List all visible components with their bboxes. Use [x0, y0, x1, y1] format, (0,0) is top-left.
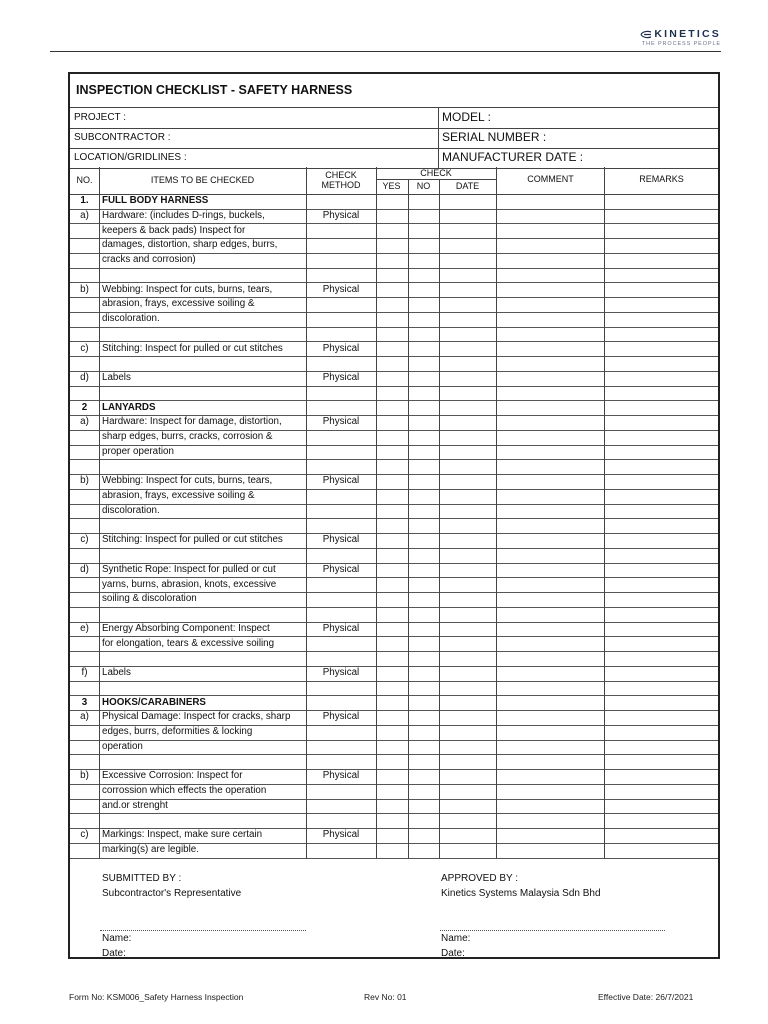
section-row [70, 194, 718, 210]
subcontractor-field[interactable]: SUBCONTRACTOR : [74, 132, 171, 143]
item-text: proper operation [102, 445, 174, 457]
col-comment: COMMENT [527, 174, 574, 184]
check-method: Physical [322, 283, 360, 295]
info-row-project [70, 108, 718, 129]
table-row [70, 828, 718, 844]
item-text: yarns, burns, abrasion, knots, excessive [102, 578, 277, 590]
submitted-name-field[interactable]: Name: [102, 933, 132, 944]
section-title: HOOKS/CARABINERS [102, 696, 206, 708]
check-method: Physical [322, 475, 360, 487]
table-header [70, 167, 718, 195]
item-text: sharp edges, burrs, cracks, corrosion & [102, 431, 273, 442]
col-no-check: NO [416, 181, 431, 191]
manufacturer-date-field[interactable]: MANUFACTURER DATE : [442, 150, 584, 164]
approved-by-label: APPROVED BY : [441, 873, 519, 884]
table-row [70, 297, 718, 313]
effective-date: Effective Date: 26/7/2021 [598, 992, 694, 1002]
check-method: Physical [322, 209, 360, 221]
table-row [70, 386, 718, 402]
item-text: Hardware: Inspect for damage, distortion, [102, 416, 282, 428]
row-number: d) [80, 372, 89, 383]
submitted-by-label: SUBMITTED BY : [102, 873, 182, 884]
company-logo [637, 28, 721, 47]
row-number: c) [80, 534, 89, 546]
item-text: corrossion which effects the operation [102, 785, 267, 796]
item-text: abrasion, frays, excessive soiling & [102, 298, 255, 310]
model-field[interactable]: MODEL : [442, 110, 491, 124]
table-row [70, 430, 718, 446]
row-number: e) [80, 622, 89, 634]
section-row [70, 696, 718, 712]
info-row-subcontractor [70, 128, 718, 149]
col-method: CHECK METHOD [321, 170, 361, 190]
table-row [70, 799, 718, 815]
item-text: edges, burrs, deformities & locking [102, 726, 253, 737]
item-text: marking(s) are legible. [102, 844, 199, 855]
location-field[interactable]: LOCATION/GRIDLINES : [74, 152, 187, 163]
table-row [70, 814, 718, 830]
item-text: operation [102, 740, 143, 752]
table-row [70, 755, 718, 771]
row-number: c) [80, 829, 89, 841]
item-text: abrasion, frays, excessive soiling & [102, 490, 255, 501]
item-text: keepers & back pads) Inspect for [102, 224, 246, 236]
project-field[interactable]: PROJECT : [74, 112, 127, 123]
table-row [70, 622, 718, 638]
row-number: 2 [81, 401, 88, 413]
check-method: Physical [322, 711, 360, 723]
table-row [70, 710, 718, 726]
check-method: Physical [322, 770, 360, 782]
table-row [70, 578, 718, 594]
item-text: and.or strenght [102, 799, 168, 811]
approved-name-field[interactable]: Name: [441, 933, 471, 944]
item-text: discoloration. [102, 504, 160, 516]
table-row [70, 681, 718, 697]
item-text: Hardware: (includes D-rings, buckels, [102, 209, 265, 221]
item-text: Excessive Corrosion: Inspect for [102, 770, 243, 782]
item-text: Physical Damage: Inspect for cracks, sharp [102, 711, 291, 723]
approved-by-org: Kinetics Systems Malaysia Sdn Bhd [441, 888, 601, 899]
section-title: FULL BODY HARNESS [102, 195, 209, 206]
col-check: CHECK [420, 168, 452, 178]
item-text: Markings: Inspect, make sure certain [102, 829, 263, 841]
item-text: Webbing: Inspect for cuts, burns, tears, [102, 283, 273, 295]
item-text: for elongation, tears & excessive soiling [102, 637, 275, 649]
item-text: Labels [102, 372, 131, 383]
table-row [70, 725, 718, 741]
brand-name: KINETICS [654, 28, 721, 40]
table-row [70, 637, 718, 653]
table-row [70, 843, 718, 859]
table-row [70, 460, 718, 476]
table-row [70, 415, 718, 431]
col-yes: YES [382, 181, 401, 191]
item-text: Synthetic Rope: Inspect for pulled or cut [102, 563, 276, 575]
table-row [70, 592, 718, 608]
kinetics-logo-icon [640, 30, 652, 39]
table-row [70, 740, 718, 756]
table-row [70, 533, 718, 549]
table-row [70, 651, 718, 667]
submitted-date-field[interactable]: Date: [102, 948, 126, 959]
info-row-location [70, 148, 718, 169]
brand-tagline: THE PROCESS PEOPLE [641, 41, 721, 47]
col-remarks: REMARKS [639, 174, 684, 184]
row-number: c) [80, 342, 89, 354]
check-method: Physical [322, 416, 360, 428]
check-method: Physical [322, 563, 360, 575]
revision-number: Rev No: 01 [364, 992, 407, 1002]
row-number: f) [81, 667, 88, 678]
check-method: Physical [322, 622, 360, 634]
item-text: Stitching: Inspect for pulled or cut stitches [102, 342, 283, 354]
table-row [70, 666, 718, 682]
table-row [70, 445, 718, 461]
check-method: Physical [322, 342, 360, 354]
row-number: b) [80, 475, 89, 487]
table-row [70, 519, 718, 535]
table-row [70, 238, 718, 254]
table-row [70, 371, 718, 387]
row-number: a) [80, 416, 89, 428]
submitted-by-org: Subcontractor's Representative [102, 888, 242, 899]
table-row [70, 769, 718, 785]
row-number: a) [80, 209, 89, 221]
table-row [70, 784, 718, 800]
check-method: Physical [322, 534, 360, 546]
approved-date-field[interactable]: Date: [441, 948, 465, 959]
serial-number-field[interactable]: SERIAL NUMBER : [442, 130, 547, 144]
check-method: Physical [322, 829, 360, 841]
item-text: discoloration. [102, 313, 160, 324]
submitted-signature-line[interactable] [100, 930, 306, 931]
row-number: b) [80, 770, 89, 782]
row-number: a) [80, 711, 89, 723]
section-row [70, 401, 718, 417]
header-divider [50, 51, 721, 52]
row-number: 3 [81, 696, 88, 708]
item-text: soiling & discoloration [102, 593, 197, 605]
table-row [70, 283, 718, 299]
col-items: ITEMS TO BE CHECKED [150, 175, 255, 185]
check-method: Physical [322, 372, 360, 383]
item-text: Labels [102, 667, 131, 678]
col-date: DATE [455, 181, 480, 191]
item-text: Stitching: Inspect for pulled or cut stitches [102, 534, 283, 546]
item-text: Energy Absorbing Component: Inspect [102, 622, 270, 634]
row-number: 1. [80, 195, 89, 206]
form-title-row [70, 74, 718, 108]
table-row [70, 209, 718, 225]
table-row [70, 474, 718, 490]
form-title: INSPECTION CHECKLIST - SAFETY HARNESS [76, 83, 353, 97]
form-number: Form No: KSM006_Safety Harness Inspection [69, 992, 244, 1002]
table-row [70, 504, 718, 520]
row-number: b) [80, 283, 89, 295]
table-row [70, 224, 718, 240]
table-row [70, 607, 718, 623]
item-text: damages, distortion, sharp edges, burrs, [102, 239, 278, 251]
section-title: LANYARDS [102, 401, 156, 413]
item-text: Webbing: Inspect for cuts, burns, tears, [102, 475, 273, 487]
table-row [70, 563, 718, 579]
approved-signature-line[interactable] [440, 930, 665, 931]
table-row [70, 548, 718, 564]
table-row [70, 253, 718, 269]
table-row [70, 327, 718, 343]
check-method: Physical [322, 667, 360, 678]
row-number: d) [80, 563, 89, 575]
table-row [70, 268, 718, 284]
table-row [70, 489, 718, 505]
item-text: cracks and corrosion) [102, 254, 196, 265]
table-row [70, 342, 718, 358]
table-row [70, 312, 718, 328]
table-row [70, 356, 718, 372]
col-no: NO. [76, 175, 93, 185]
